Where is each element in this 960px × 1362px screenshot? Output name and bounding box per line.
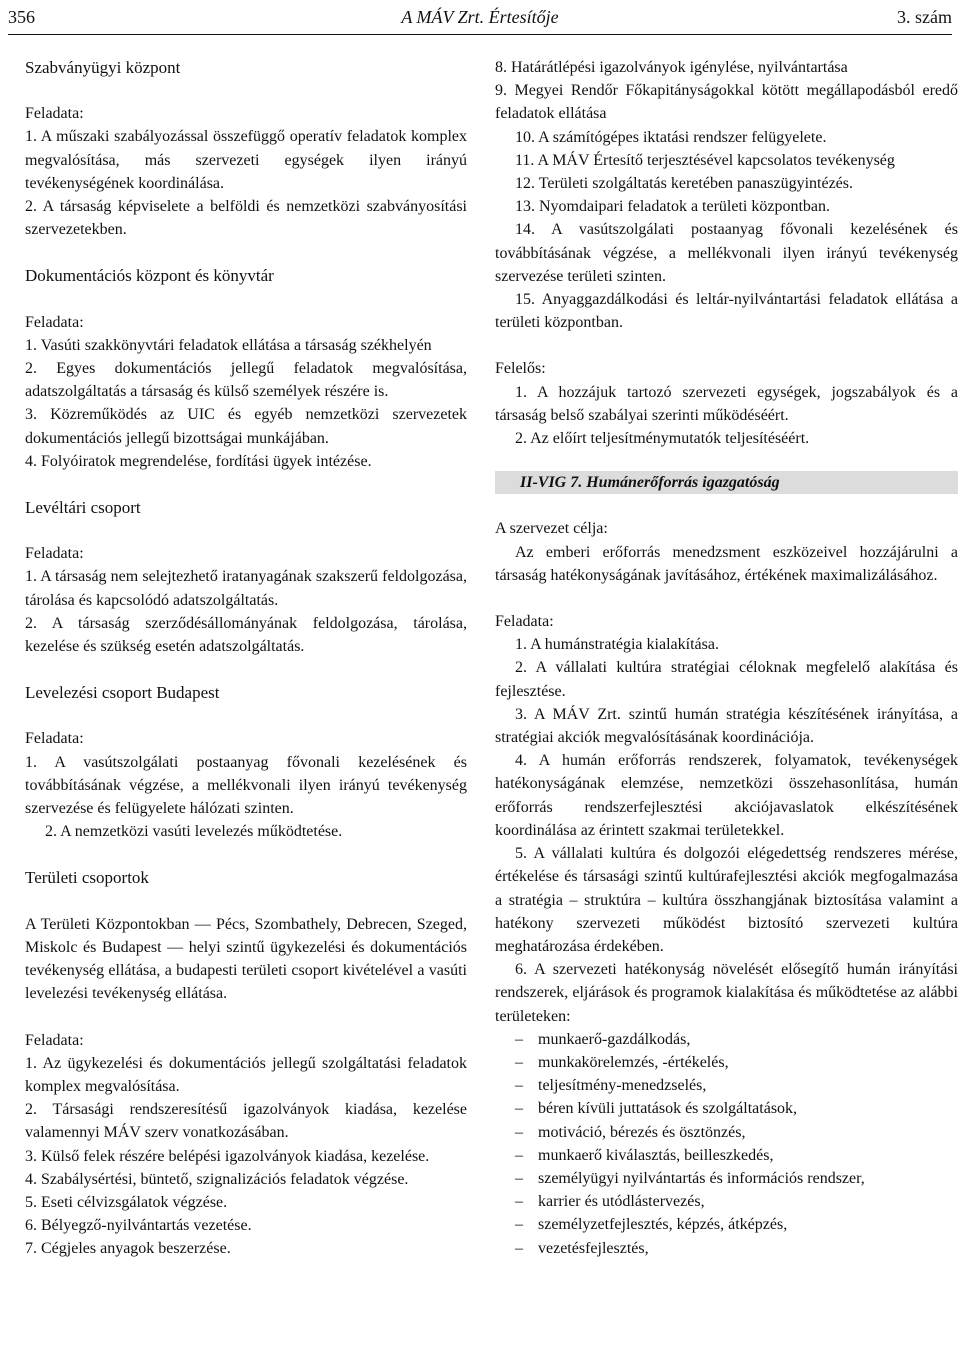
feladata-label: Feladata: <box>25 105 84 123</box>
dash-item: – motiváció, bérezés és ösztönzés, <box>495 1121 958 1144</box>
list-item: 14. A vasútszolgálati postaanyag fővonali kezelésének és továbbításának végzése, a mellékvonali ilyen irányú tevékenység szervezése területi szinten. <box>495 221 958 285</box>
list-item: 11. A MÁV Értesítő terjesztésével kapcsolatos tevékenység <box>515 151 895 169</box>
cel-text: Az emberi erőforrás menedzsment eszközeivel hozzájárulni a társaság hatékonyságának javításához, értékének maximalizálásához. <box>495 543 958 584</box>
list-item: 4. Folyóiratok megrendelése, fordítási ügyek intézése. <box>25 452 372 470</box>
list-item: 1. A műszaki szabályozással összefüggő operatív feladatok komplex megvalósítása, más szervezeti egységek ilyen irányú tevékenységének koordinálása. <box>25 128 467 192</box>
dash-item: – személyügyi nyilvántartás és információs rendszer, <box>495 1167 958 1190</box>
list-item: 1. Vasúti szakkönyvtári feladatok ellátása a társaság székhelyén <box>25 336 432 354</box>
list-item: 3. A MÁV Zrt. szintű humán stratégia készítésének irányítása, a stratégiai akciók megvalósításának koordinációja. <box>495 705 958 747</box>
section-heading: Levelezési csoport Budapest <box>25 683 220 703</box>
list-item: 2. A vállalati kultúra stratégiai céloknak megfelelő alakítása és fejlesztése. <box>495 659 958 700</box>
dash-item: – munkaerő kiválasztás, beilleszkedés, <box>495 1144 958 1167</box>
section-heading: Dokumentációs központ és könyvtár <box>25 266 274 286</box>
dash-list <box>495 1028 958 1260</box>
issue-number: 3. szám <box>897 7 952 27</box>
list-item: 9. Megyei Rendőr Főkapitányságokkal kötött megállapodásból eredő feladatok ellátása <box>495 82 958 123</box>
list-item: 2. Az előírt teljesítménymutatók teljesítéséért. <box>515 430 810 448</box>
list-item: 5. A vállalati kultúra és dolgozói elégedettség rendszeres mérése, értékelése és társasági szintű kultúrafejlesztési akciók megfogalmazása a stratégia – struktúra – kultúra összhangjának biztosítása valamint a hatékony szervezeti működést biztosító szervezeti kultúra meghatározása érdekében. <box>495 845 958 955</box>
page-number: 356 <box>8 7 35 27</box>
felelos-label: Felelős: <box>495 360 546 378</box>
dash-item: – béren kívüli juttatások és szolgáltatások, <box>495 1097 958 1120</box>
list-item: 2. A társaság szerződésállományának feldolgozása, tárolása, kezelése és szükség esetén adatszolgáltatás. <box>25 614 467 656</box>
page-header <box>8 4 952 35</box>
left-column <box>25 56 467 1261</box>
list-item: 1. A hozzájuk tartozó szervezeti egységek, jogszabályok és a társaság belső szabályai szerinti működéséért. <box>495 383 958 424</box>
dash-item: – személyzetfejlesztés, képzés, átképzés, <box>495 1213 958 1236</box>
list-item: 2. Társasági rendszeresítésű igazolványok kiadása, kezelése valamennyi MÁV szerv vonatkozásában. <box>25 1101 467 1142</box>
list-item: 4. Szabálysértési, büntető, szignalizációs feladatok végzése. <box>25 1170 409 1188</box>
list-item: 4. A humán erőforrás rendszerek, folyamatok, tevékenységek hatékonyságának elemzése, nemzetközi összehasonlítása, humán erőforrás rendszerfejlesztési akciójavaslatok elkészítésének koordinálása az érintett szakmai területekkel. <box>495 752 958 839</box>
feladata-label: Feladata: <box>25 730 84 748</box>
section-intro: A Területi Központokban ― Pécs, Szombathely, Debrecen, Szeged, Miskolc és Budapest ― helyi szintű ügykezelési és dokumentációs tevékenység ellátása, a budapesti területi csoport kivételével a vasúti levelezési tevékenység ellátása. <box>25 915 467 1003</box>
list-item: 6. A szervezeti hatékonyság növelését elősegítő humán irányítási rendszerek, eljárások és programok kialakítása és működtetése az alábbi területeken: <box>495 961 958 1025</box>
section-heading: Területi csoportok <box>25 868 149 888</box>
cel-label: A szervezet célja: <box>495 520 608 538</box>
list-item: 13. Nyomdaipari feladatok a területi központban. <box>515 198 831 216</box>
list-item: 3. Külső felek részére belépési igazolványok kiadása, kezelése. <box>25 1147 430 1165</box>
feladata-label: Feladata: <box>495 613 554 631</box>
list-item: 15. Anyaggazdálkodási és leltár-nyilvántartási feladatok ellátása a területi központban. <box>495 291 958 332</box>
dash-item: – vezetésfejlesztés, <box>495 1237 958 1260</box>
right-column <box>495 56 958 1260</box>
dash-item: – karrier és utódlástervezés, <box>495 1190 958 1213</box>
list-item: 7. Cégjeles anyagok beszerzése. <box>25 1240 231 1258</box>
list-item: 8. Határátlépési igazolványok igénylése, nyilvántartása <box>495 59 848 76</box>
dash-item: – munkaerő-gazdálkodás, <box>495 1028 958 1051</box>
list-item: 12. Területi szolgáltatás keretében panaszügyintézés. <box>515 175 854 193</box>
list-item: 5. Eseti célvizsgálatok végzése. <box>25 1193 228 1211</box>
list-item: 10. A számítógépes iktatási rendszer felügyelete. <box>515 128 827 146</box>
list-item: 2. A nemzetközi vasúti levelezés működtetése. <box>45 823 343 841</box>
feladata-label: Feladata: <box>25 545 84 563</box>
section-heading: Levéltári csoport <box>25 498 141 518</box>
list-item: 1. A társaság nem selejtezhető iratanyagának szakszerű feldolgozása, tárolása és kapcsolódó adatszolgáltatás. <box>25 568 467 609</box>
list-item: 1. A humánstratégia kialakítása. <box>515 636 719 654</box>
journal-title: A MÁV Zrt. Értesítője <box>401 7 559 27</box>
feladata-label: Feladata: <box>25 1031 84 1049</box>
list-item: 2. A társaság képviselete a belföldi és nemzetközi szabványosítási szervezetekben. <box>25 198 467 239</box>
feladata-label: Feladata: <box>25 313 84 331</box>
dash-item: – munkakörelemzés, -értékelés, <box>495 1051 958 1074</box>
list-item: 6. Bélyegző-nyilvántartás vezetése. <box>25 1217 252 1235</box>
section-heading: Szabványügyi központ <box>25 58 181 77</box>
list-item: 2. Egyes dokumentációs jellegű feladatok megvalósítása, adatszolgáltatás a társaság és külső személyek részére is. <box>25 360 467 401</box>
list-item: 3. Közreműködés az UIC és egyéb nemzetközi szervezetek dokumentációs jellegű bizottságai munkájában. <box>25 406 467 447</box>
section-title-box: II-VIG 7. Humánerőforrás igazgatóság <box>495 471 958 494</box>
list-item: 1. A vasútszolgálati postaanyag fővonali kezelésének és továbbításának végzése, a mellékvonali ilyen irányú tevékenység szervezése és felügyelete hálózati szinten. <box>25 753 467 818</box>
dash-item: – teljesítmény-menedzselés, <box>495 1074 958 1097</box>
list-item: 1. Az ügykezelési és dokumentációs jellegű szolgáltatási feladatok komplex megvalósítása. <box>25 1054 467 1095</box>
